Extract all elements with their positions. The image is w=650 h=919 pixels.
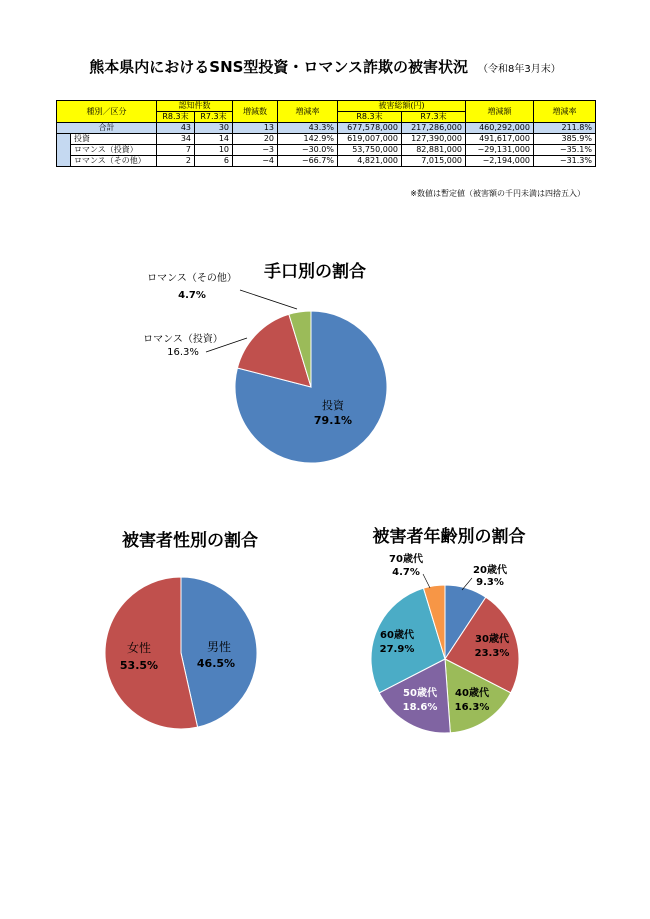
cell-diff: −2,194,000 [466,156,534,167]
cell-diff: 460,292,000 [466,123,534,134]
row-label: 投資 [71,134,157,145]
row-label: ロマンス（その他） [71,156,157,167]
slice-label: 男性 [206,640,232,654]
slice-value: 53.5% [119,659,159,672]
chart-title: 被害者年齢別の割合 [372,527,526,547]
slice-value: 27.9% [379,644,415,655]
slice-label: 60歳代 [380,630,414,641]
cell-rate: 43.3% [278,123,338,134]
age-pie-chart [371,526,525,733]
slice-label: 50歳代 [403,688,437,699]
cell-damage-r7: 217,286,000 [402,123,466,134]
row-label: ロマンス（投資） [71,145,157,156]
leader-line [423,574,430,588]
leader-line [240,290,297,309]
slice-value: 16.3% [454,702,490,713]
title-text: 熊本県内におけるSNS型投資・ロマンス詐欺の被害状況 [89,58,468,76]
header-category: 種別／区分 [57,101,157,123]
cell-count-r7: 30 [195,123,233,134]
cell-increase: 13 [233,123,278,134]
header-count: 認知件数 [157,101,233,112]
cell-rate: −30.0% [278,145,338,156]
method-pie-chart [143,261,387,463]
cell-count-r7: 10 [195,145,233,156]
cell-increase: −3 [233,145,278,156]
cell-count-r7: 6 [195,156,233,167]
cell-diff: 491,617,000 [466,134,534,145]
cell-damage-r8: 4,821,000 [338,156,402,167]
gender-pie-chart [105,530,258,729]
header-diff: 増減額 [466,101,534,123]
cell-increase: 20 [233,134,278,145]
header-rate: 増減率 [278,101,338,123]
cell-damage-r8: 677,578,000 [338,123,402,134]
header-r7: R7.3末 [195,112,233,123]
slice-value: 46.5% [196,657,236,670]
header-r7-damage: R7.3末 [402,112,466,123]
slice-value: 4.7% [178,290,206,301]
slice-label: ロマンス（投資） [143,334,223,345]
slice-label: 20歳代 [473,565,507,576]
slice-label: 女性 [126,641,152,655]
slice-value: 79.1% [313,414,353,427]
header-r8: R8.3末 [157,112,195,123]
cell-rate: 142.9% [278,134,338,145]
cell-damage-r7: 82,881,000 [402,145,466,156]
footnote: ※数値は暫定値（被害額の千円未満は四捨五入） [410,189,585,198]
cell-count-r8: 7 [157,145,195,156]
cell-damage-r7: 7,015,000 [402,156,466,167]
cell-increase: −4 [233,156,278,167]
slice-label: 70歳代 [389,554,423,565]
slice-value: 9.3% [476,577,504,588]
cell-rate: −66.7% [278,156,338,167]
header-r8-damage: R8.3末 [338,112,402,123]
row-label: 合計 [57,123,157,134]
cell-rate2: −35.1% [534,145,596,156]
cell-rate2: −31.3% [534,156,596,167]
slice-value: 18.6% [402,702,438,713]
cell-damage-r7: 127,390,000 [402,134,466,145]
cell-rate2: 385.9% [534,134,596,145]
cell-count-r8: 43 [157,123,195,134]
slice-label: 30歳代 [475,634,509,645]
cell-rate2: 211.8% [534,123,596,134]
cell-count-r8: 34 [157,134,195,145]
header-increase: 増減数 [233,101,278,123]
slice-value: 23.3% [474,648,510,659]
cell-damage-r8: 53,750,000 [338,145,402,156]
header-rate2: 増減率 [534,101,596,123]
slice-label: ロマンス（その他） [147,273,237,284]
slice-value: 16.3% [167,347,199,358]
slice-value: 4.7% [392,567,420,578]
cell-count-r8: 2 [157,156,195,167]
cell-count-r7: 14 [195,134,233,145]
cell-diff: −29,131,000 [466,145,534,156]
header-damage: 被害総額(円) [338,101,466,112]
cell-damage-r8: 619,007,000 [338,134,402,145]
chart-title: 手口別の割合 [264,262,366,282]
slice-label: 投資 [322,399,344,412]
slice-label: 40歳代 [455,688,489,699]
title-date: （令和8年3月末） [477,64,561,75]
chart-title: 被害者性別の割合 [122,531,258,551]
